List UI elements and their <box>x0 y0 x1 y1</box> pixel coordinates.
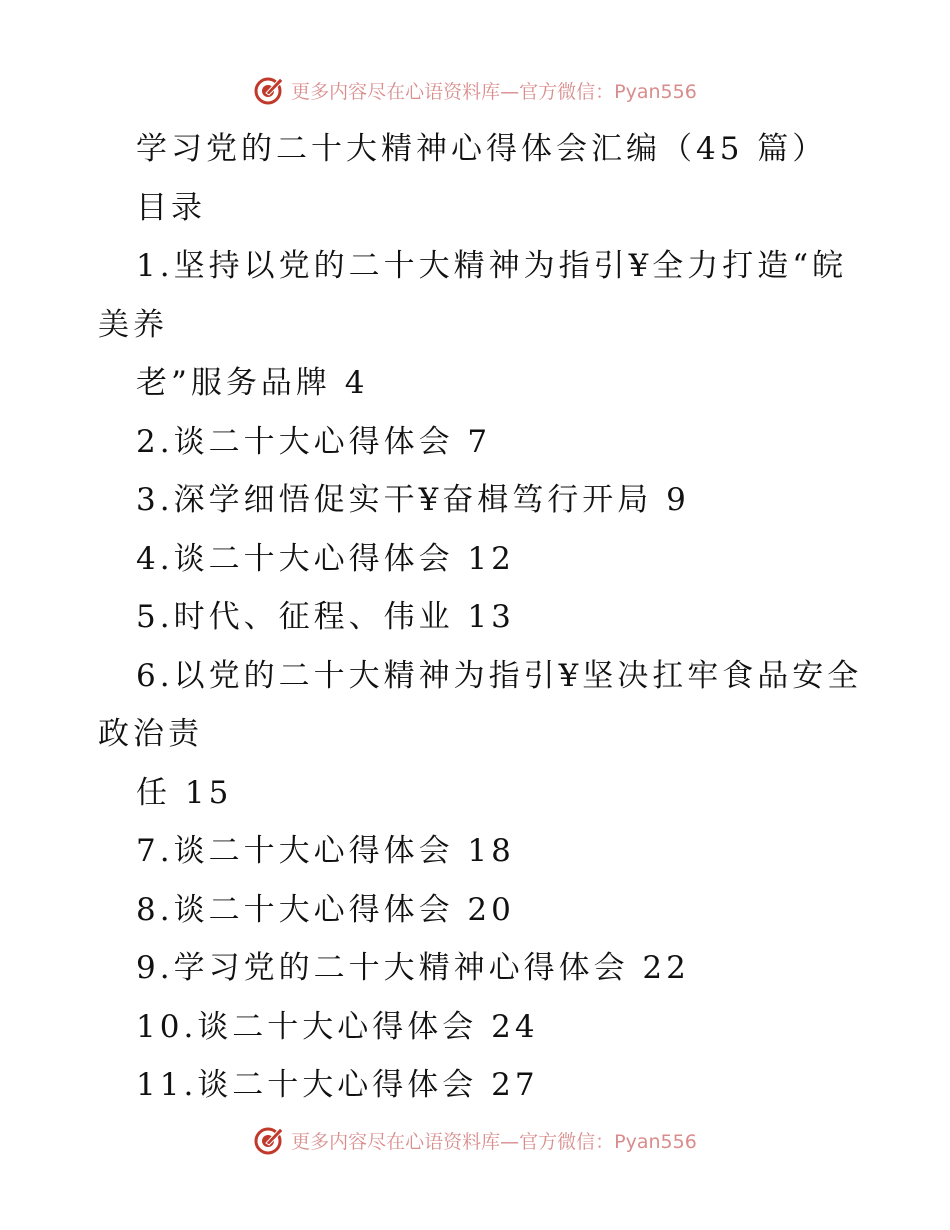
footer-watermark-banner <box>0 1120 950 1160</box>
banner-text: 更多内容尽在心语资料库—官方微信：Pyan556 <box>291 80 697 103</box>
toc-line: 3.深学细悟促实干¥奋楫笃行开局 9 <box>136 482 690 518</box>
pen-in-circle-logo-icon <box>253 74 285 106</box>
toc-line: 老”服务品牌 4 <box>136 365 369 401</box>
toc-line: 政治责 <box>98 716 203 752</box>
toc-heading: 目录 <box>136 189 206 226</box>
toc-line: 8.谈二十大心得体会 20 <box>136 891 515 928</box>
toc-line: 7.谈二十大心得体会 18 <box>136 833 515 869</box>
document-body <box>98 120 863 1115</box>
toc-line: 9.学习党的二十大精神心得体会 22 <box>136 950 690 986</box>
banner-text: 更多内容尽在心语资料库—官方微信：Pyan556 <box>291 1130 697 1153</box>
toc-line: 2.谈二十大心得体会 7 <box>136 423 492 460</box>
toc-line: 11.谈二十大心得体会 27 <box>136 1067 539 1103</box>
toc-line: 10.谈二十大心得体会 24 <box>136 1008 539 1045</box>
toc-line: 6.以党的二十大精神为指引¥坚决扛牢食品安全 <box>136 657 863 694</box>
toc-line: 4.谈二十大心得体会 12 <box>136 540 515 577</box>
document-title: 学习党的二十大精神心得体会汇编（45 篇） <box>136 131 828 167</box>
pen-in-circle-logo-icon <box>253 1124 285 1156</box>
header-watermark-banner <box>0 70 950 110</box>
toc-line: 5.时代、征程、伟业 13 <box>136 599 515 635</box>
toc-line: 任 15 <box>136 774 233 811</box>
toc-line: 美养 <box>98 306 168 343</box>
toc-line: 1.坚持以党的二十大精神为指引¥全力打造“皖 <box>136 248 848 284</box>
